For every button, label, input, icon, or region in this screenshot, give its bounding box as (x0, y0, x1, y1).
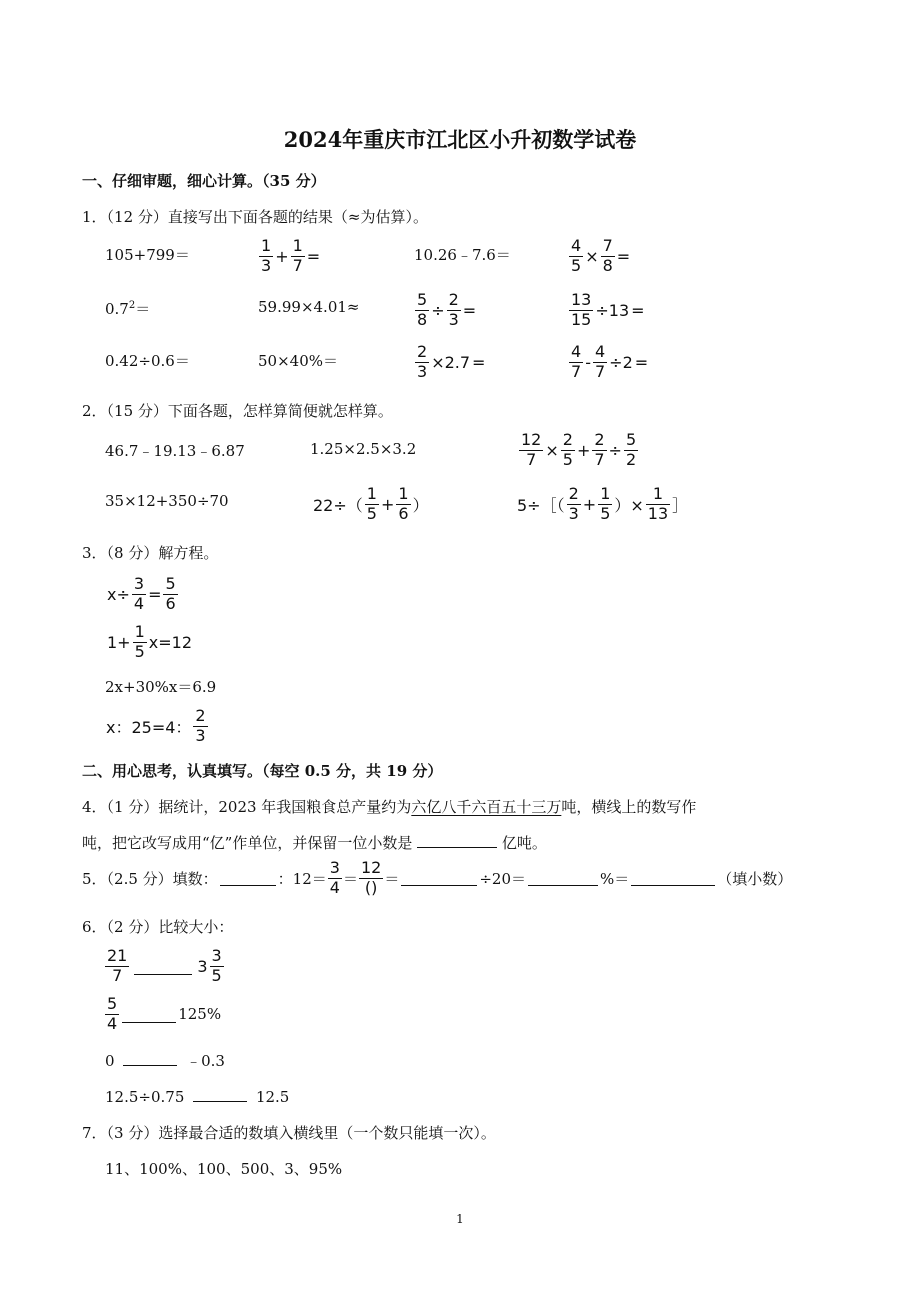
q3-stem: 3．（8 分）解方程。 (82, 544, 219, 562)
q2-b: 1.25×2.5×3.2 (310, 440, 417, 458)
q5-blank-4[interactable] (631, 870, 715, 886)
q4-line-2: 吨，把它改写成用“亿”作单位，并保留一位小数是 亿吨。 (82, 834, 547, 852)
q1-r2-d: $\frac{13}{15}$ ÷13 = (571, 290, 645, 329)
q1-r2-c: $\frac{5}{8}$ ÷ $\frac{2}{3}$ = (417, 290, 477, 329)
section-2-heading: 二、用心思考，认真填写。（每空 0.5 分，共 19 分） (82, 762, 443, 780)
q1-r1-b: $\frac{1}{3}$ + $\frac{1}{7}$ = (261, 236, 321, 275)
q1-r2-a: $0.7^2=$ (105, 300, 151, 318)
q7-options: 11、100%、100、500、3、95% (105, 1160, 343, 1178)
q6-blank-c[interactable] (123, 1050, 177, 1066)
q5-blank-2[interactable] (401, 870, 477, 886)
q2-a: 46.7﹣19.13﹣6.87 (105, 442, 245, 460)
q2-d: 35×12+350÷70 (105, 492, 229, 510)
q6-stem: 6．（2 分）比较大小： (82, 918, 234, 936)
q6-compare-c: 0 ﹣0.3 (105, 1052, 225, 1070)
q3-equation-2: 1+ $\frac{1}{5}$ x=12 (107, 622, 193, 661)
q1-r2-b: 59.99×4.01≈ (258, 298, 360, 316)
q3-equation-4: x：25=4： $\frac{2}{3}$ (106, 706, 206, 745)
q3-equation-3: 2x+30%x＝6.9 (105, 678, 217, 696)
q6-blank-a[interactable] (134, 958, 192, 975)
q4-line-1: 4．（1 分）据统计，2023 年我国粮食总产量约为六亿八千六百五十三万吨，横线上的数写作 (82, 798, 697, 816)
section-1-heading: 一、仔细审题，细心计算。（35 分） (82, 172, 326, 190)
page-title: 2024年重庆市江北区小升初数学试卷 (283, 127, 637, 152)
q2-e: 22÷（ $\frac{1}{5}$ + $\frac{1}{6}$ ） (313, 484, 429, 523)
q1-r3-d: $\frac{4}{7}$ - $\frac{4}{7}$ ÷2 = (571, 342, 649, 381)
q5-blank-3[interactable] (528, 870, 598, 886)
q1-r1-d: $\frac{4}{5}$ × $\frac{7}{8}$ = (571, 236, 631, 275)
q7-stem: 7．（3 分）选择最合适的数填入横线里（一个数只能填一次）。 (82, 1124, 496, 1142)
q6-blank-d[interactable] (193, 1086, 247, 1102)
q5-line: 5．（2.5 分）填数： ：12＝ $\frac{3}{4}$ ＝ $\frac{12}{()}$ ＝ ÷20＝ %＝ （填小数） (82, 858, 793, 897)
q6-compare-d: 12.5÷0.75 12.5 (105, 1088, 290, 1106)
q1-r1-c: 10.26﹣7.6＝ (414, 246, 511, 264)
q3-equation-1: x÷ $\frac{3}{4}$ = $\frac{5}{6}$ (107, 574, 176, 613)
q1-stem: 1．（12 分）直接写出下面各题的结果（≈为估算）。 (82, 208, 428, 226)
q1-r3-a: 0.42÷0.6＝ (105, 352, 190, 370)
q5-blank-1[interactable] (220, 870, 276, 886)
q2-stem: 2．（15 分）下面各题，怎样算简便就怎样算。 (82, 402, 393, 420)
q4-answer-blank[interactable] (417, 832, 497, 848)
q6-compare-a: $\frac{21}{7}$ 3 $\frac{3}{5}$ (107, 946, 222, 985)
q1-r3-b: 50×40%＝ (258, 352, 338, 370)
page-number: 1 (456, 1212, 464, 1226)
q1-r1-a: 105+799＝ (105, 246, 190, 264)
q2-c: $\frac{12}{7}$ × $\frac{2}{5}$ + $\frac{2}{7}$ ÷ $\frac{5}{2}$ (521, 430, 637, 469)
q6-blank-b[interactable] (122, 1006, 176, 1023)
q2-f: 5÷［（ $\frac{2}{3}$ + $\frac{1}{5}$ ）× $\frac{1}{13}$ ］ (517, 484, 689, 523)
q1-r3-c: $\frac{2}{3}$ ×2.7 = (417, 342, 486, 381)
q6-compare-b: $\frac{5}{4}$ 125% (107, 994, 222, 1033)
